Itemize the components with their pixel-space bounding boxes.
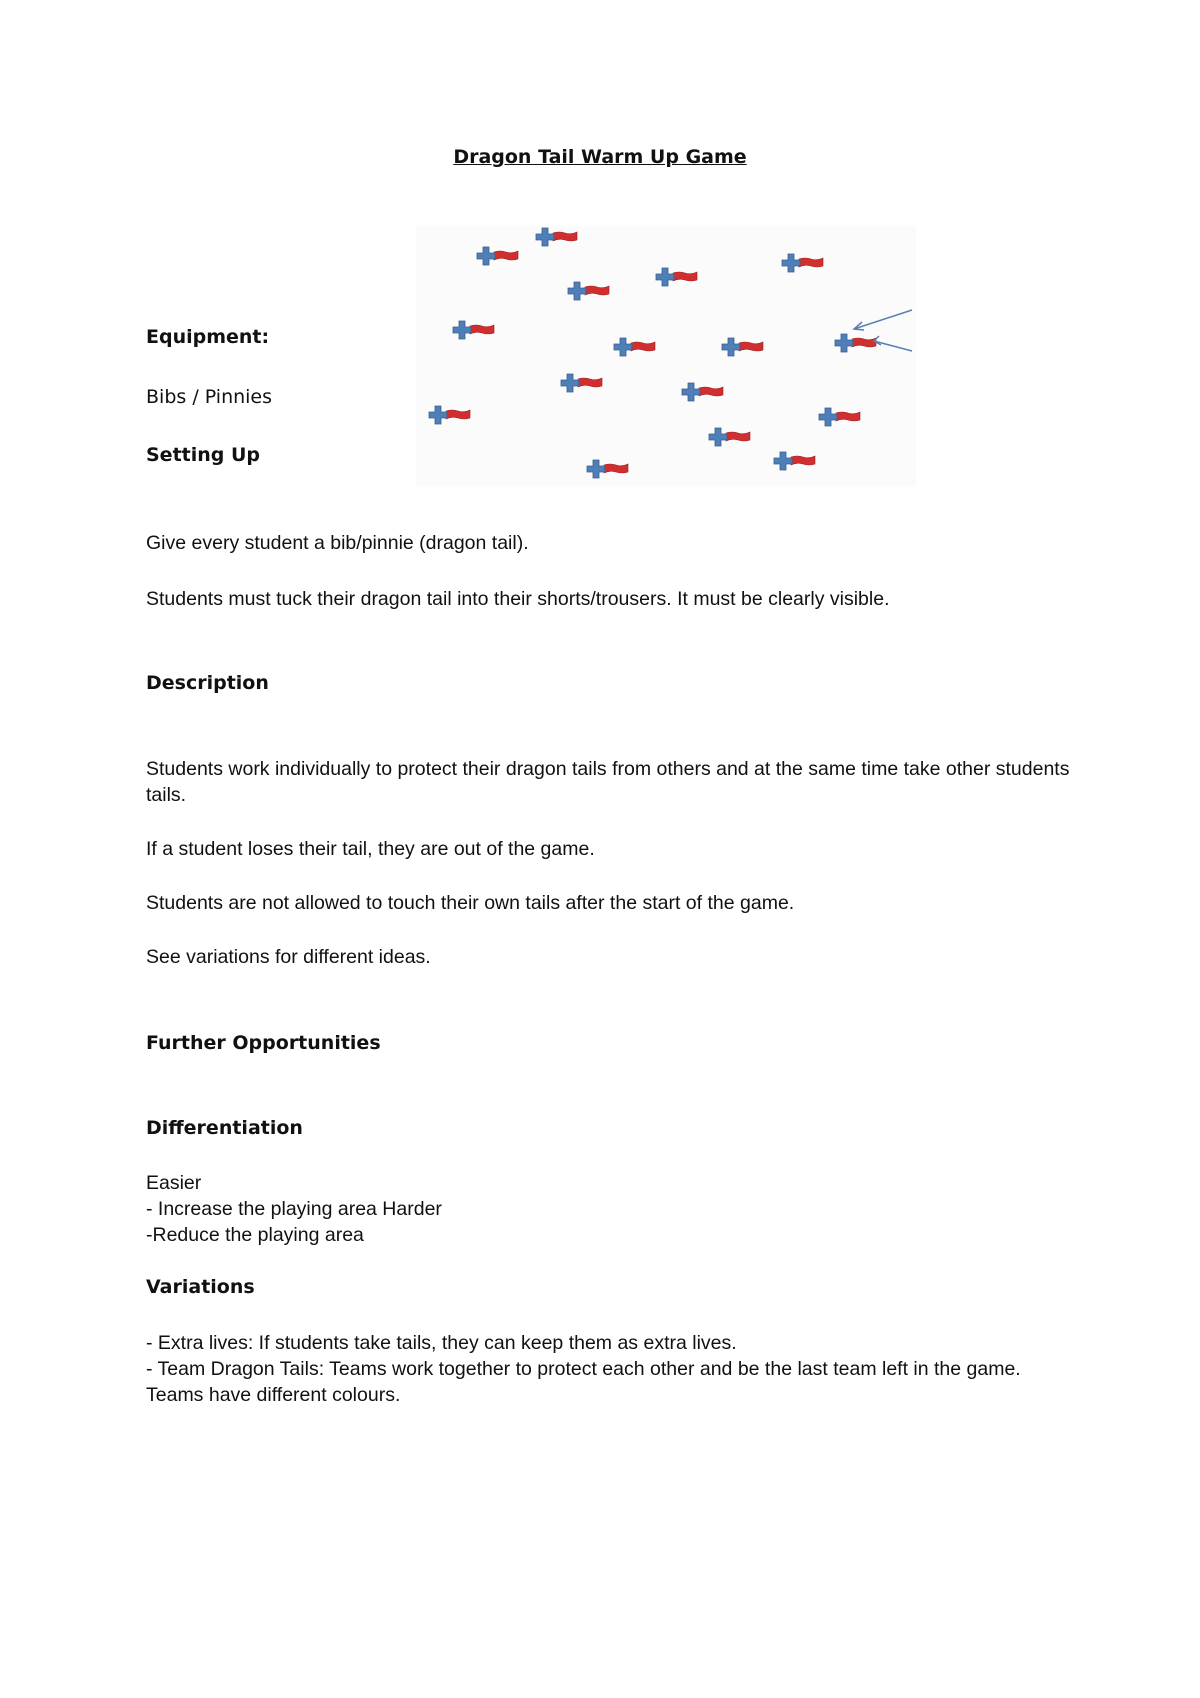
further-opportunities-heading: Further Opportunities	[146, 1032, 381, 1054]
dragon-tail-icon	[726, 432, 750, 441]
description-text-4: See variations for different ideas.	[146, 946, 431, 968]
dragon-tail-icon	[739, 342, 763, 351]
dragon-tail-icon	[852, 338, 876, 347]
variation-item-1: - Extra lives: If students take tails, they can keep them as extra lives.	[146, 1332, 737, 1354]
differentiation-line-2: -Reduce the playing area	[146, 1224, 364, 1246]
dragon-tail-icon	[631, 342, 655, 351]
dragon-tail-icon	[699, 387, 723, 396]
dragon-tail-icon	[799, 258, 823, 267]
setting-up-text-1: Give every student a bib/pinnie (dragon tail).	[146, 532, 529, 554]
dragon-tail-icon	[446, 410, 470, 419]
diagram-background	[416, 226, 916, 486]
equipment-item: Bibs / Pinnies	[146, 386, 273, 408]
differentiation-heading: Differentiation	[146, 1117, 303, 1139]
description-text-3: Students are not allowed to touch their own tails after the start of the game.	[146, 892, 795, 914]
setting-up-text-2: Students must tuck their dragon tail into their shorts/trousers. It must be clearly visible.	[146, 588, 890, 610]
variation-item-2: - Team Dragon Tails: Teams work together to protect each other and be the last team left in the game. Teams have different colours.	[146, 1358, 1021, 1406]
playing-area-diagram	[416, 226, 916, 486]
differentiation-easier-label: Easier	[146, 1172, 202, 1194]
dragon-tail-icon	[585, 286, 609, 295]
dragon-tail-icon	[578, 378, 602, 387]
description-text-2: If a student loses their tail, they are out of the game.	[146, 838, 595, 860]
setting-up-heading: Setting Up	[146, 444, 261, 466]
dragon-tail-icon	[553, 232, 577, 241]
equipment-heading: Equipment:	[146, 326, 270, 348]
dragon-tail-icon	[470, 325, 494, 334]
dragon-tail-icon	[494, 251, 518, 260]
page-title: Dragon Tail Warm Up Game	[453, 146, 747, 168]
dragon-tail-icon	[791, 456, 815, 465]
description-heading: Description	[146, 672, 269, 694]
description-text-1: Students work individually to protect their dragon tails from others and at the same time take other students tails.	[146, 758, 1070, 806]
dragon-tail-icon	[673, 272, 697, 281]
variations-heading: Variations	[146, 1276, 255, 1298]
dragon-tail-icon	[604, 464, 628, 473]
differentiation-line-1: - Increase the playing area Harder	[146, 1198, 442, 1220]
dragon-tail-icon	[836, 412, 860, 421]
